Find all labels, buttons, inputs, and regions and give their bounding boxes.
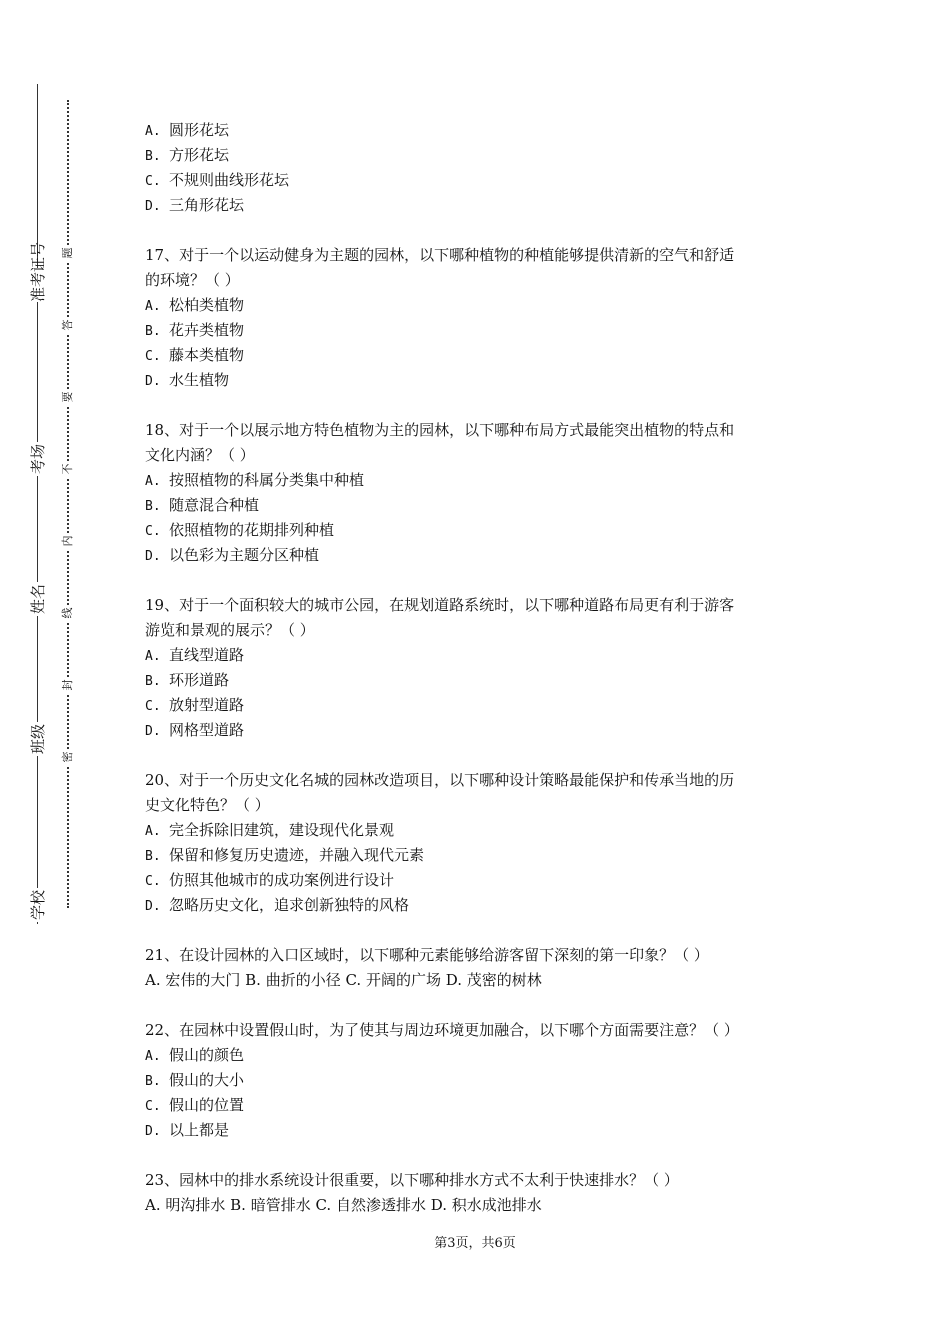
option-line: B. 环形道路 bbox=[145, 671, 230, 689]
option-line: D. 网格型道路 bbox=[145, 721, 245, 739]
option-line: D. 三角形花坛 bbox=[145, 196, 245, 214]
seal-dotted-line bbox=[67, 100, 69, 908]
question-stem: 19、对于一个面积较大的城市公园，在规划道路系统时，以下哪种道路布局更有利于游客 bbox=[145, 596, 735, 614]
option-line: D. 忽略历史文化，追求创新独特的风格 bbox=[145, 896, 410, 914]
option-line: B. 花卉类植物 bbox=[145, 321, 245, 339]
seal-char: 内 bbox=[61, 533, 75, 549]
option-line: A. 松柏类植物 bbox=[145, 296, 245, 314]
binding-line bbox=[37, 84, 38, 924]
option-line: A. 假山的颜色 bbox=[145, 1046, 245, 1064]
option-line: A. 完全拆除旧建筑，建设现代化景观 bbox=[145, 821, 395, 839]
question-stem: 23、园林中的排水系统设计很重要，以下哪种排水方式不太利于快速排水？（ ） bbox=[145, 1171, 679, 1189]
label-exam-room: 考场 bbox=[29, 444, 47, 475]
label-school: 学校 bbox=[29, 890, 47, 921]
option-line: D. 以上都是 bbox=[145, 1121, 230, 1139]
seal-char: 题 bbox=[61, 245, 75, 261]
option-line: C. 仿照其他城市的成功案例进行设计 bbox=[145, 871, 395, 889]
option-line: C. 藤本类植物 bbox=[145, 346, 245, 364]
option-line: C. 假山的位置 bbox=[145, 1096, 245, 1114]
option-line: C. 不规则曲线形花坛 bbox=[145, 171, 290, 189]
question-list bbox=[145, 118, 805, 1218]
label-exam-number: 准考证号 bbox=[29, 241, 47, 302]
question-stem: 文化内涵？（ ） bbox=[145, 446, 255, 464]
seal-char: 答 bbox=[61, 317, 75, 333]
seal-char: 线 bbox=[61, 605, 75, 621]
page-number: 第3页，共6页 bbox=[434, 1236, 516, 1251]
question-stem: 的环境？（ ） bbox=[145, 271, 240, 289]
question-stem: 17、对于一个以运动健身为主题的园林，以下哪种植物的种植能够提供清新的空气和舒适 bbox=[145, 246, 735, 264]
option-line: B. 假山的大小 bbox=[145, 1071, 245, 1089]
label-class: 班级 bbox=[29, 724, 47, 755]
question-stem: 20、对于一个历史文化名城的园林改造项目，以下哪种设计策略最能保护和传承当地的历 bbox=[145, 771, 735, 789]
question-stem: 22、在园林中设置假山时，为了使其与周边环境更加融合，以下哪个方面需要注意？（ ） bbox=[145, 1021, 739, 1039]
option-line: D. 以色彩为主题分区种植 bbox=[145, 546, 320, 564]
seal-char: 要 bbox=[61, 389, 75, 405]
seal-char: 不 bbox=[61, 461, 75, 477]
option-line: A. 圆形花坛 bbox=[145, 121, 230, 139]
option-line: A. 按照植物的科属分类集中种植 bbox=[145, 471, 365, 489]
option-line: C. 放射型道路 bbox=[145, 696, 245, 714]
seal-char: 封 bbox=[61, 677, 75, 693]
option-line: B. 随意混合种植 bbox=[145, 496, 260, 514]
option-line: C. 依照植物的花期排列种植 bbox=[145, 521, 335, 539]
option-line: D. 水生植物 bbox=[145, 371, 230, 389]
inline-options: A. 明沟排水 B. 暗管排水 C. 自然渗透排水 D. 积水成池排水 bbox=[145, 1196, 542, 1214]
option-line: B. 方形花坛 bbox=[145, 146, 230, 164]
question-stem: 史文化特色？（ ） bbox=[145, 796, 270, 814]
question-stem: 18、对于一个以展示地方特色植物为主的园林，以下哪种布局方式最能突出植物的特点和 bbox=[145, 421, 735, 439]
option-line: A. 直线型道路 bbox=[145, 646, 245, 664]
question-stem: 游览和景观的展示？（ ） bbox=[145, 621, 315, 639]
label-name: 姓名 bbox=[29, 584, 47, 615]
seal-char: 密 bbox=[61, 749, 75, 765]
question-stem: 21、在设计园林的入口区域时，以下哪种元素能够给游客留下深刻的第一印象？（ ） bbox=[145, 946, 709, 964]
option-line: B. 保留和修复历史遗迹，并融入现代元素 bbox=[145, 846, 425, 864]
inline-options: A. 宏伟的大门 B. 曲折的小径 C. 开阔的广场 D. 茂密的树林 bbox=[145, 971, 542, 989]
